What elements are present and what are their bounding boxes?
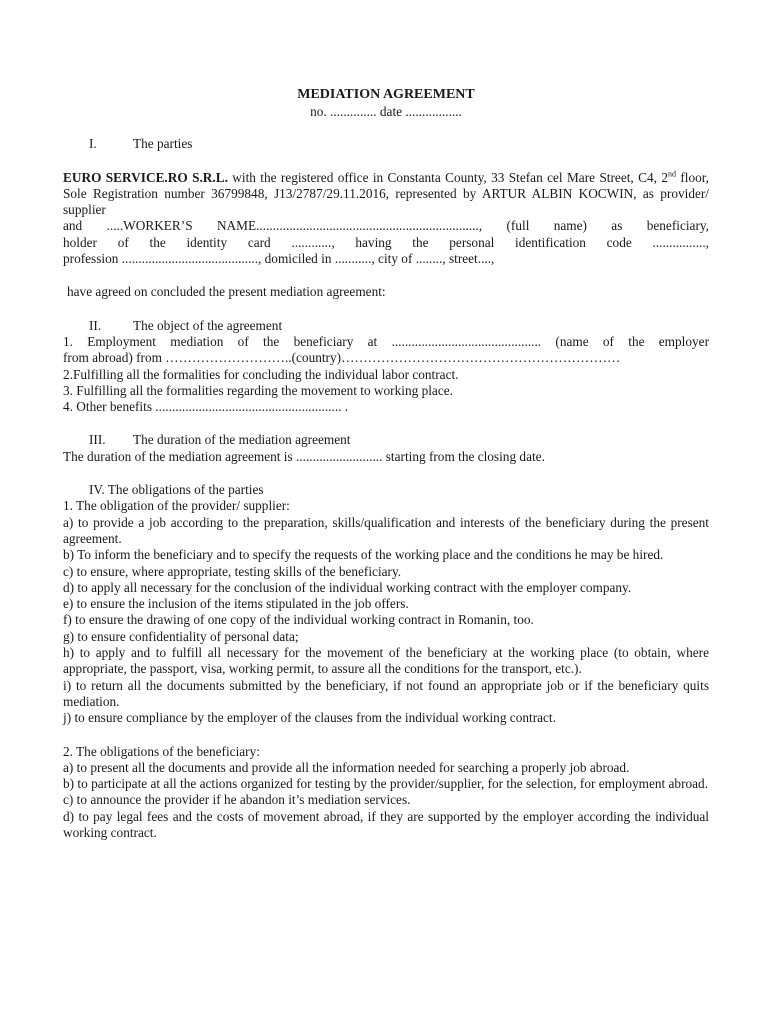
section-title: The duration of the mediation agreement bbox=[133, 432, 351, 448]
section-heading-duration bbox=[63, 432, 709, 448]
list-item: c) to ensure, where appropriate, testing skills of the beneficiary. bbox=[63, 563, 402, 579]
list-item: 2.Fulfilling all the formalities for concluding the individual labor contract. bbox=[63, 366, 459, 382]
list-item: 1. Employment mediation of the beneficiary at ............................................. (name of the employer bbox=[63, 333, 709, 349]
worker-line: profession ........................................., domiciled in ..........., city of ........, street...., bbox=[63, 251, 495, 267]
document-page bbox=[63, 86, 709, 841]
list-item: i) to return all the documents submitted by the beneficiary, if not found an appropriate job or if the beneficiary quits mediation. bbox=[63, 677, 709, 709]
list-item: d) to pay legal fees and the costs of movement abroad, if they are supported by the employer according the individual working contract. bbox=[63, 808, 709, 840]
list-item: from abroad) from ………………………..(country)……………………………………………………… bbox=[63, 350, 621, 366]
list-item: a) to present all the documents and provide all the information needed for searching a properly job abroad. bbox=[63, 759, 630, 775]
list-item: h) to apply and to fulfill all necessary for the movement of the beneficiary at the working place (to obtain, where appropriate, the passport, visa, working permit, to assure all the conditions for the transport, etc.). bbox=[63, 645, 709, 677]
agreed-statement: have agreed on concluded the present mediation agreement: bbox=[67, 284, 386, 300]
section-heading-object bbox=[63, 318, 709, 334]
provider-paragraph: EURO SERVICE.RO S.R.L. with the registered office in Constanta County, 33 Stefan cel Mare Street, C4, 2nd floor, Sole Registration number 36799848, J13/2787/29.11.2016, represented by ARTUR ALBIN KOCWIN, as provider/ supplier bbox=[63, 169, 709, 218]
list-item: b) To inform the beneficiary and to specify the requests of the working place and the conditions he may be hired. bbox=[63, 547, 664, 563]
list-item: j) to ensure compliance by the employer of the clauses from the individual working contract. bbox=[63, 710, 556, 726]
list-item: f) to ensure the drawing of one copy of the individual working contract in Romanin, too. bbox=[63, 612, 534, 628]
section-title: The parties bbox=[133, 136, 193, 152]
document-title: MEDIATION AGREEMENT bbox=[297, 87, 475, 102]
section-number: III. bbox=[89, 432, 106, 448]
subsection-title: 2. The obligations of the beneficiary: bbox=[63, 743, 260, 759]
provider-name: EURO SERVICE.RO S.R.L. bbox=[63, 169, 228, 185]
agreement-number-date: no. .............. date ................. bbox=[310, 104, 462, 119]
list-item: 4. Other benefits ........................................................ . bbox=[63, 399, 349, 415]
section-number: I. bbox=[89, 136, 97, 152]
worker-line: and .....WORKER’S NAME..................................................................., (full name) as beneficiary, bbox=[63, 218, 709, 234]
duration-text: The duration of the mediation agreement is .......................... starting from the closing date. bbox=[63, 448, 545, 464]
list-item: d) to apply all necessary for the conclusion of the individual working contract with the employer company. bbox=[63, 579, 632, 595]
list-item: c) to announce the provider if he abandon it’s mediation services. bbox=[63, 792, 411, 808]
list-item: a) to provide a job according to the preparation, skills/qualification and interests of the beneficiary during the present agreement. bbox=[63, 514, 709, 546]
section-heading-parties bbox=[63, 136, 709, 152]
worker-line: holder of the identity card ............, having the personal identification code ................, bbox=[63, 234, 709, 250]
list-item: g) to ensure confidentiality of personal data; bbox=[63, 628, 299, 644]
section-heading-obligations: IV. The obligations of the parties bbox=[89, 482, 264, 498]
list-item: 3. Fulfilling all the formalities regarding the movement to working place. bbox=[63, 382, 453, 398]
section-number: II. bbox=[89, 317, 102, 333]
list-item: b) to participate at all the actions organized for testing by the provider/supplier, for the selection, for employment abroad. bbox=[63, 776, 709, 792]
subsection-title: 1. The obligation of the provider/ supplier: bbox=[63, 498, 290, 514]
list-item: e) to ensure the inclusion of the items stipulated in the job offers. bbox=[63, 596, 409, 612]
section-title: The object of the agreement bbox=[133, 317, 283, 333]
